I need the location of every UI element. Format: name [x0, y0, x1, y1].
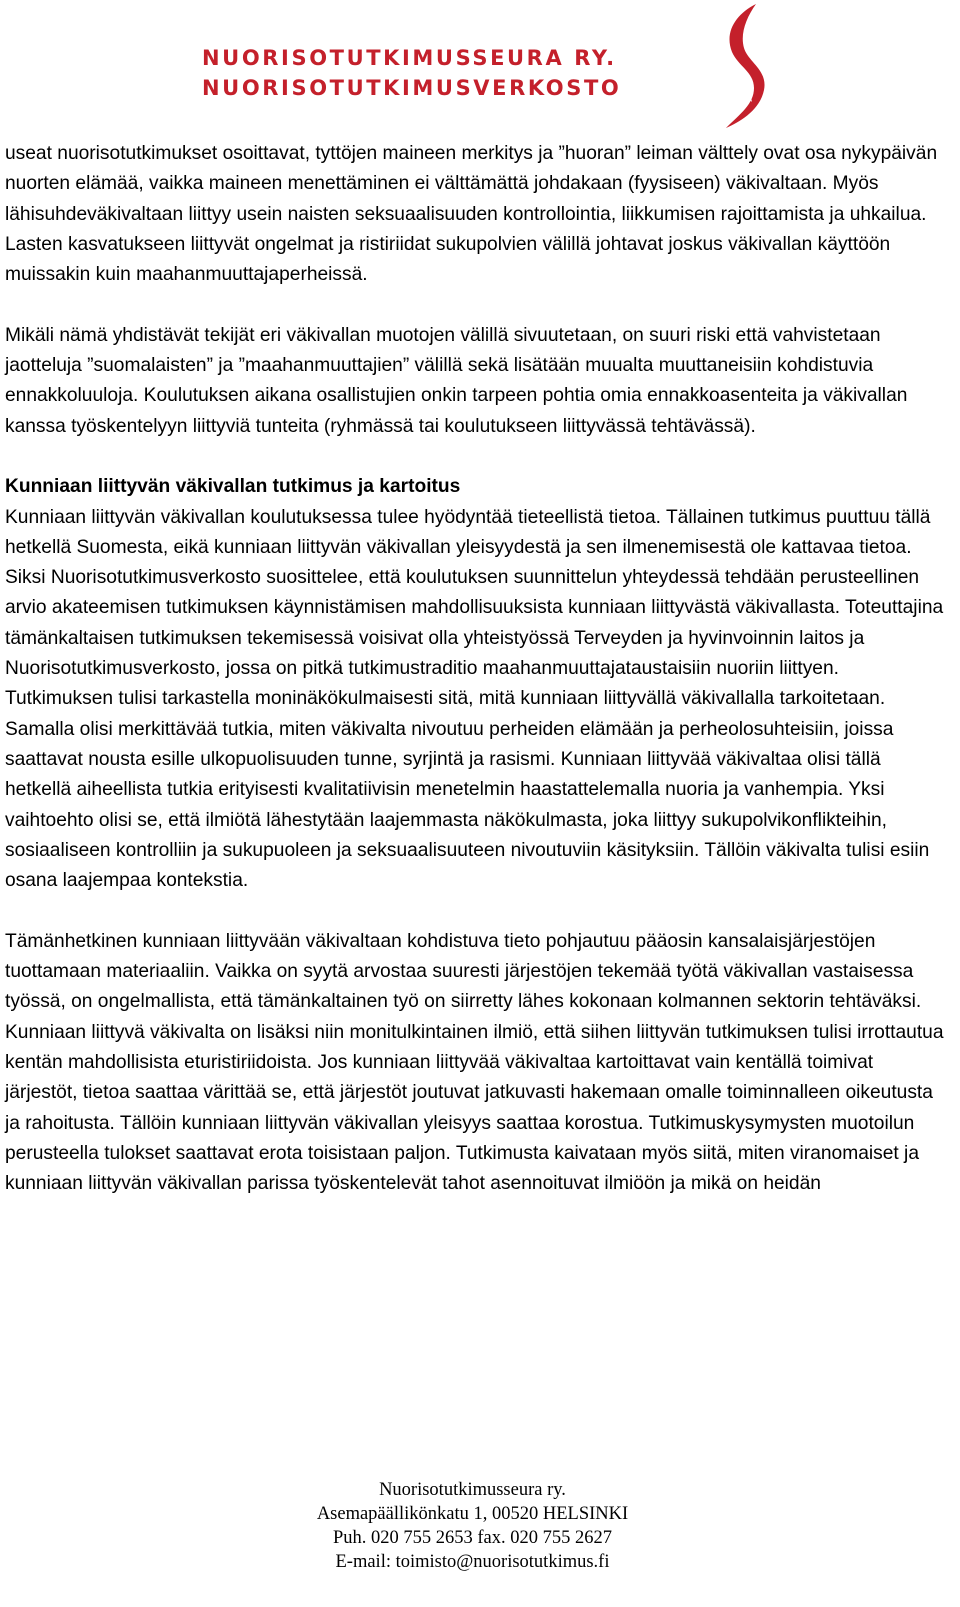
red-swirl-icon	[710, 0, 770, 140]
footer-address: Asemapäällikönkatu 1, 00520 HELSINKI	[316, 1504, 629, 1524]
logo-line-2: NUORISOTUTKIMUSVERKOSTO	[202, 76, 622, 100]
paragraph-4: Tämänhetkinen kunniaan liittyvään väkivaltaan kohdistuva tieto pohjautuu pääosin kansalaisjärjestöjen tuottamaan materiaaliin. Vaikka on syytä arvostaa suuresti järjestöjen tekemää työtä väkivallan vastaisessa työssä, on ongelmallista, että tämänkaltainen työ on siirretty lähes kokonaan kolmannen sektorin tehtäväksi. Kunniaan liittyvä väkivalta on lisäksi niin monitulkintainen ilmiö, että siihen liittyvän tutkimuksen tulisi irrottautua kentän mahdollisista eturistiriidoista. Jos kunniaan liittyvää väkivaltaa kartoittavat vain kentällä toimivat järjestöt, tietoa saattaa värittää se, että järjestöt joutuvat jatkuvasti hakemaan omalle toiminnalleen oikeutusta ja rahoitusta. Tällöin kunniaan liittyvän väkivallan yleisyys saattaa korostua. Tutkimuskysymysten muotoilun perusteella tulokset saattavat erota toisistaan paljon. Tutkimusta kaivataan myös siitä, miten viranomaiset ja kunniaan liittyvän väkivallan parissa työskentelevät tahot asennoituvat ilmiöön ja mikä on heidän	[5, 930, 944, 1195]
footer-email: E-mail: toimisto@nuorisotutkimus.fi	[335, 1552, 610, 1572]
letterhead	[190, 0, 770, 140]
logo-line-1: NUORISOTUTKIMUSSEURA RY.	[202, 46, 617, 70]
paragraph-2: Mikäli nämä yhdistävät tekijät eri väkivallan muotojen välillä sivuutetaan, on suuri riski että vahvistetaan jaotteluja ”suomalaisten” ja ”maahanmuuttajien” välillä sekä lisätään muualta muuttaneisiin kohdistuvia ennakkoluuloja. Koulutuksen aikana osallistujien onkin tarpeen pohtia omia ennakkoasenteita ja väkivallan kanssa työskentelyyn liittyviä tunteita (ryhmässä tai koulutukseen liittyvässä tehtävässä).	[5, 324, 908, 437]
section-heading: Kunniaan liittyvän väkivallan tutkimus ja kartoitus	[5, 476, 461, 498]
paragraph-1: useat nuorisotutkimukset osoittavat, tyttöjen maineen merkitys ja ”huoran” leiman välttely ovat osa nykypäivän nuorten elämää, vaikka maineen menettäminen ei välttämättä johdakaan (fyysiseen) väkivaltaan. Myös lähisuhdeväkivaltaan liittyy usein naisten seksuaalisuuden kontrollointia, liikkumisen rajoittamista ja uhkailua. Lasten kasvatukseen liittyvät ongelmat ja ristiriidat sukupolvien välillä johtavat joskus väkivallan käyttöön muissakin kuin maahanmuuttajaperheissä.	[5, 143, 938, 286]
footer	[0, 1478, 945, 1574]
footer-phone: Puh. 020 755 2653 fax. 020 755 2627	[332, 1528, 613, 1548]
document-body	[5, 139, 945, 1199]
paragraph-3: Kunniaan liittyvän väkivallan koulutuksessa tulee hyödyntää tieteellistä tietoa. Tällainen tutkimus puuttuu tällä hetkellä Suomesta, eikä kunniaan liittyvän väkivallan yleisyydestä ja sen ilmenemisestä ole kattavaa tietoa. Siksi Nuorisotutkimusverkosto suosittelee, että koulutuksen suunnittelun yhteydessä tehdään perusteellinen arvio akateemisen tutkimuksen käynnistämisen mahdollisuuksista kunniaan liittyvästä väkivallasta. Toteuttajina tämänkaltaisen tutkimuksen tekemisessä voisivat olla yhteistyössä Terveyden ja hyvinvoinnin laitos ja Nuorisotutkimusverkosto, jossa on pitkä tutkimustraditio maahanmuuttajataustaisiin nuoriin liittyen. Tutkimuksen tulisi tarkastella moninäkökulmaisesti sitä, mitä kunniaan liittyvällä väkivallalla tarkoitetaan. Samalla olisi merkittävää tutkia, miten väkivalta nivoutuu perheiden elämään ja perheolosuhteisiin, joissa saattavat nousta esille ulkopuolisuuden tunne, syrjintä ja rasismi. Kunniaan liittyvää väkivaltaa olisi tällä hetkellä aiheellista tutkia erityisesti kvalitatiivisin menetelmin haastattelemalla nuoria ja vanhempia. Yksi vaihtoehto olisi se, että ilmiötä lähestytään laajemmasta näkökulmasta, joka liittyy sukupolvikonflikteihin, sosiaaliseen kontrolliin ja sukupuoleen ja seksuaalisuuteen nivoutuviin käsityksiin. Tällöin väkivalta tulisi esiin osana laajempaa kontekstia.	[5, 506, 944, 892]
footer-org: Nuorisotutkimusseura ry.	[379, 1480, 566, 1500]
